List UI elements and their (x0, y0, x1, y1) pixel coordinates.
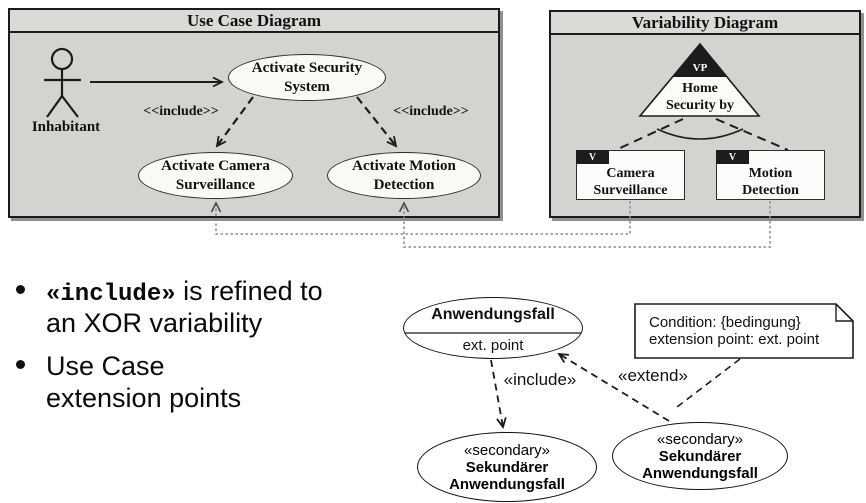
variant-tag: V (716, 150, 749, 164)
actor-inhabitant-icon (44, 49, 81, 117)
extend-relation-label: «extend» (618, 366, 688, 385)
note-extension-line: extension point: ext. point (649, 331, 820, 348)
bullet-dot (16, 285, 25, 294)
trace-link-motion (404, 201, 770, 247)
use-case-label-line1: Activate Camera (161, 157, 270, 174)
include-stereotype-left: <<include>> (143, 104, 219, 119)
variant-label-line2: Detection (742, 183, 799, 198)
secondary-name-line2: Anwendungsfall (449, 475, 565, 493)
anwendungsfall-name: Anwendungsfall (431, 306, 555, 323)
use-case-panel-title: Use Case Diagram (186, 10, 322, 30)
secondary-name-line1: Sekundärer (658, 447, 742, 465)
variant-label-line1: Motion (748, 166, 793, 181)
note-condition-line: Condition: {bedingung} (649, 314, 801, 331)
variation-point-tag: VP (692, 62, 708, 74)
use-case-label-line1: Activate Motion (352, 157, 456, 174)
use-case-label-line2: Detection (373, 176, 435, 193)
trace-link-camera (216, 201, 630, 234)
variant-label-line1: Camera (606, 166, 655, 181)
actor-label: Inhabitant (31, 119, 101, 135)
include-stereotype-right: <<include>> (393, 104, 469, 119)
use-case-label-line2: System (284, 78, 330, 95)
bullet-1-line-1 (46, 276, 406, 310)
secondary-stereotype: «secondary» (464, 441, 550, 459)
bullet-1-line-2: an XOR variability (46, 308, 263, 338)
bullet-2-line-1: Use Case (46, 351, 165, 381)
use-case-label-line1: Activate Security (251, 59, 363, 76)
variant-label-line2: Surveillance (593, 183, 668, 198)
variant-tag: V (576, 150, 609, 164)
variability-link-camera (618, 119, 683, 149)
variation-point-line2: Security by (665, 98, 735, 113)
secondary-name-line1: Sekundärer (465, 458, 549, 476)
variation-point-line1: Home (682, 81, 718, 96)
secondary-name-line2: Anwendungsfall (642, 464, 758, 482)
include-code: «include» (46, 281, 176, 308)
bullet-2-line-2: extension points (46, 383, 242, 413)
anwendungsfall-extension-point: ext. point (462, 337, 524, 354)
xor-arc (657, 129, 743, 139)
secondary-stereotype: «secondary» (657, 430, 743, 448)
use-case-label-line2: Surveillance (175, 176, 256, 193)
variability-panel-title: Variability Diagram (631, 12, 779, 32)
bullet-dot (16, 360, 25, 369)
bullet-1-text: is refined to (175, 276, 323, 306)
include-relation-label: «include» (503, 370, 577, 389)
